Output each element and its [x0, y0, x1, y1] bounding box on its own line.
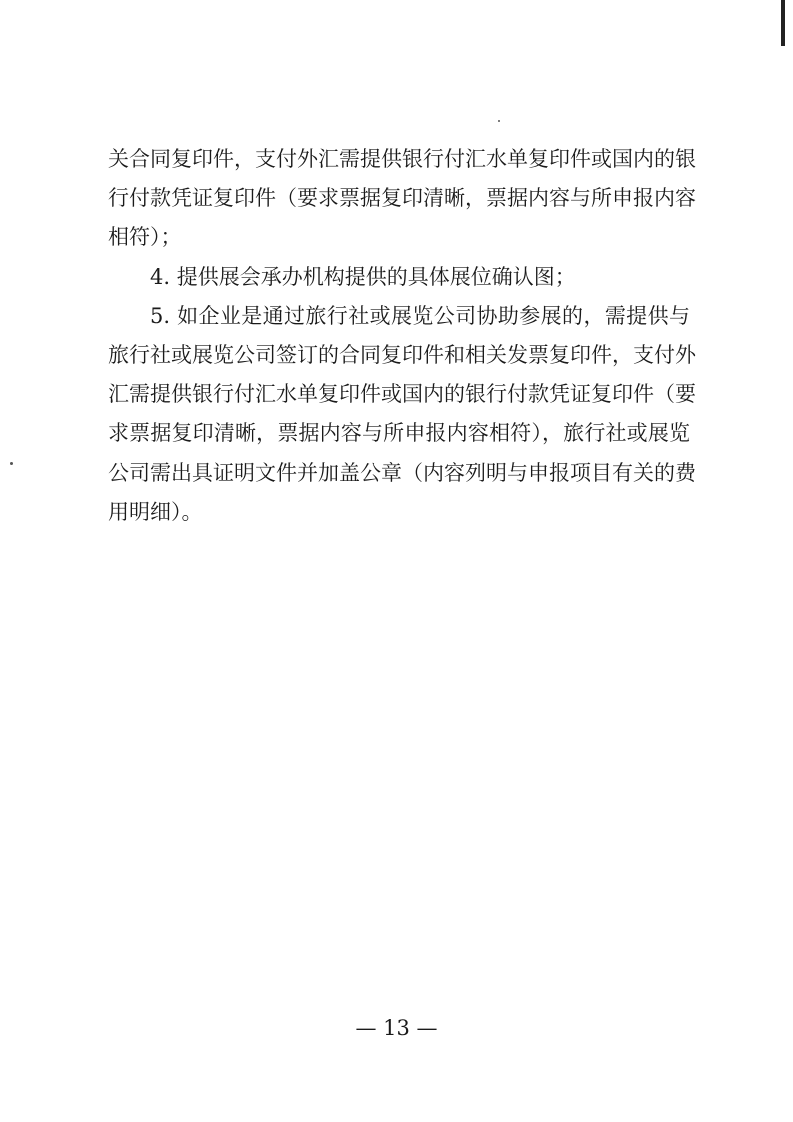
- text-line: 汇需提供银行付汇水单复印件或国内的银行付款凭证复印件（要: [108, 382, 696, 407]
- list-item-5: 5. 如企业是通过旅行社或展览公司协助参展的，需提供与: [150, 303, 690, 328]
- text-line: 求票据复印清晰，票据内容与所申报内容相符），旅行社或展览: [108, 421, 690, 446]
- page-number: — 13 —: [355, 1016, 438, 1040]
- text-line: 公司需出具证明文件并加盖公章（内容列明与申报项目有关的费: [108, 460, 696, 485]
- scan-speck: [498, 120, 500, 122]
- text-line: 关合同复印件，支付外汇需提供银行付汇水单复印件或国内的银: [108, 147, 696, 171]
- scan-edge-mark: [781, 0, 785, 46]
- text-line: 行付款凭证复印件（要求票据复印清晰，票据内容与所申报内容: [108, 186, 696, 211]
- text-line: 相符）；: [108, 225, 182, 250]
- scan-speck: [10, 462, 13, 465]
- list-item-4: 4. 提供展会承办机构提供的具体展位确认图；: [150, 264, 576, 289]
- text-line: 旅行社或展览公司签订的合同复印件和相关发票复印件，支付外: [108, 342, 696, 367]
- body-text: [108, 140, 696, 532]
- text-line: 用明细）。: [108, 499, 203, 524]
